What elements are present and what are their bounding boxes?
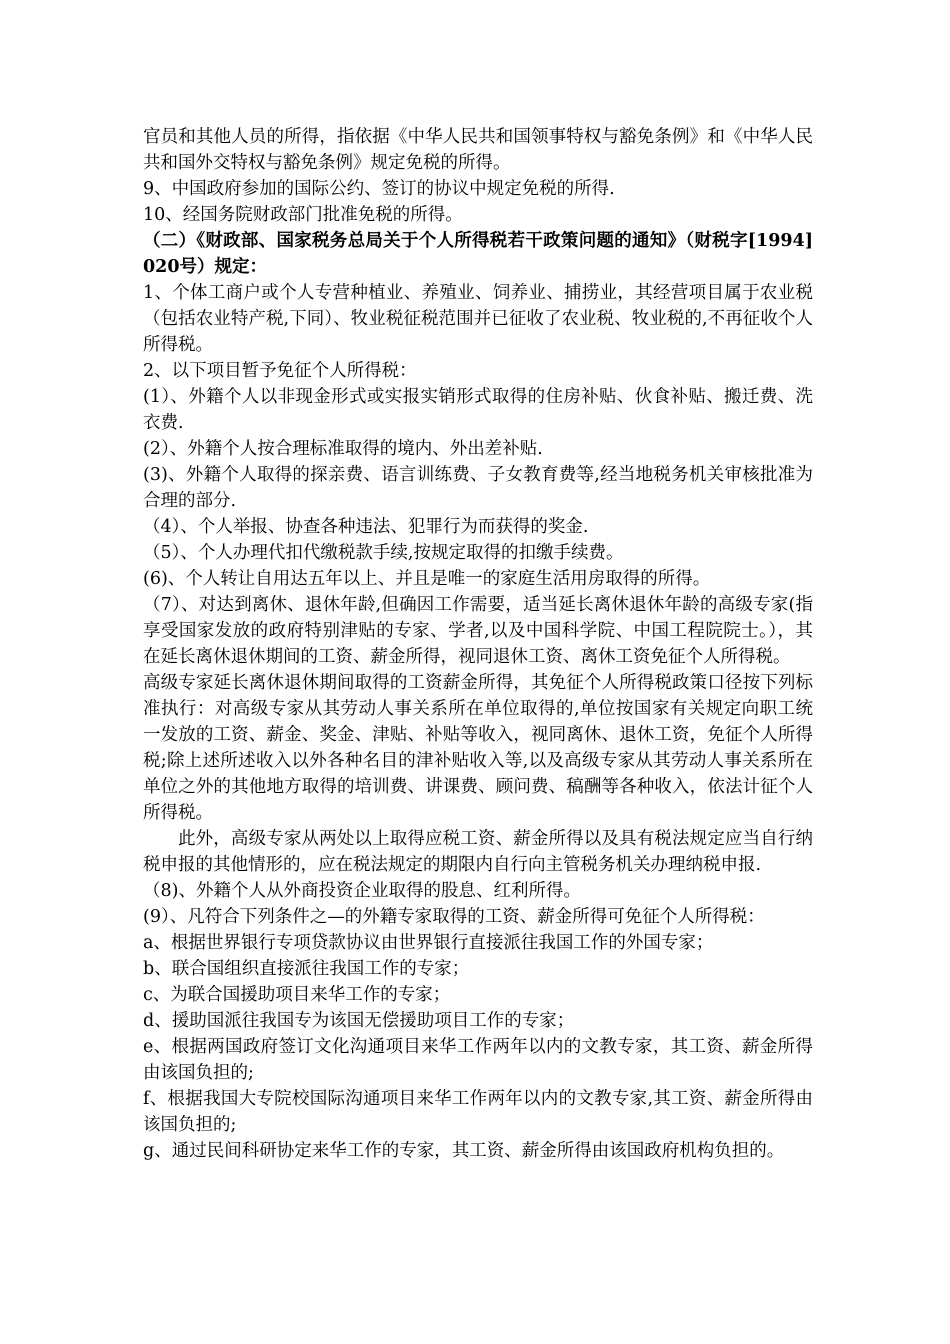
sub-list-item: c、为联合国援助项目来华工作的专家； (143, 985, 451, 1005)
list-item: （5）、个人办理代扣代缴税款手续,按规定取得的扣缴手续费。 (143, 543, 624, 563)
list-item: (3)、外籍个人取得的探亲费、语言训练费、子女教育费等,经当地税务机关审核批准为合理的部分. (143, 465, 813, 511)
list-item: （7）、对达到离休、退休年龄,但确因工作需要，适当延长离休退休年龄的高级专家(指享受国家发放的政府特别津贴的专家、学者,以及中国科学院、中国工程院院士。），其在延长离休退休期间的工资、薪金所得，视同退休工资、离休工资免征个人所得税。 (143, 595, 813, 667)
section-heading: （二）《财政部、国家税务总局关于个人所得税若干政策问题的通知》（财税字[1994]020号）规定： (143, 231, 813, 277)
list-item: (1）、外籍个人以非现金形式或实报实销形式取得的住房补贴、伙食补贴、搬迁费、洗衣费. (143, 387, 813, 433)
paragraph: 高级专家延长离休退休期间取得的工资薪金所得，其免征个人所得税政策口径按下列标准执行：对高级专家从其劳动人事关系所在单位取得的,单位按国家有关规定向职工统一发放的工资、薪金、奖金、津贴、补贴等收入，视同离休、退休工资，免征个人所得税;除上述所述收入以外各种名目的津补贴收入等,以及高级专家从其劳动人事关系所在单位之外的其他地方取得的培训费、讲课费、顾问费、稿酬等各种收入，依法计征个人所得税。 (143, 673, 813, 823)
list-item: (9）、凡符合下列条件之—的外籍专家取得的工资、薪金所得可免征个人所得税： (143, 907, 765, 927)
sub-list-item: e、根据两国政府签订文化沟通项目来华工作两年以内的文教专家，其工资、薪金所得由该国负担的; (143, 1037, 813, 1083)
paragraph: 10、经国务院财政部门批准免税的所得。 (143, 205, 463, 225)
list-item: (6)、个人转让自用达五年以上、并且是唯一的家庭生活用房取得的所得。 (143, 569, 711, 589)
paragraph: 2、以下项目暂予免征个人所得税： (143, 361, 417, 381)
sub-list-item: a、根据世界银行专项贷款协议由世界银行直接派往我国工作的外国专家； (143, 933, 714, 953)
sub-list-item: d、援助国派往我国专为该国无偿援助项目工作的专家； (143, 1011, 575, 1031)
sub-list-item: b、联合国组织直接派往我国工作的专家； (143, 959, 470, 979)
sub-list-item: f、根据我国大专院校国际沟通项目来华工作两年以内的文教专家,其工资、薪金所得由该国负担的; (143, 1089, 813, 1135)
document-page (143, 124, 813, 1164)
sub-list-item: g、通过民间科研协定来华工作的专家，其工资、薪金所得由该国政府机构负担的。 (143, 1141, 785, 1161)
list-item: (2）、外籍个人按合理标准取得的境内、外出差补贴. (143, 439, 543, 459)
paragraph: 1、个体工商户或个人专营种植业、养殖业、饲养业、捕捞业，其经营项目属于农业税（包括农业特产税,下同）、牧业税征税范围并已征收了农业税、牧业税的,不再征收个人所得税。 (143, 283, 813, 355)
paragraph: 此外，高级专家从两处以上取得应税工资、薪金所得以及具有税法规定应当自行纳税申报的其他情形的，应在税法规定的期限内自行向主管税务机关办理纳税申报. (143, 829, 813, 875)
paragraph: 9、中国政府参加的国际公约、签订的协议中规定免税的所得. (143, 179, 615, 199)
list-item: （4）、个人举报、协查各种违法、犯罪行为而获得的奖金. (143, 517, 589, 537)
paragraph: 官员和其他人员的所得，指依据《中华人民共和国领事特权与豁免条例》和《中华人民共和国外交特权与豁免条例》规定免税的所得。 (143, 127, 813, 173)
list-item: （8)、外籍个人从外商投资企业取得的股息、红利所得。 (143, 881, 581, 901)
